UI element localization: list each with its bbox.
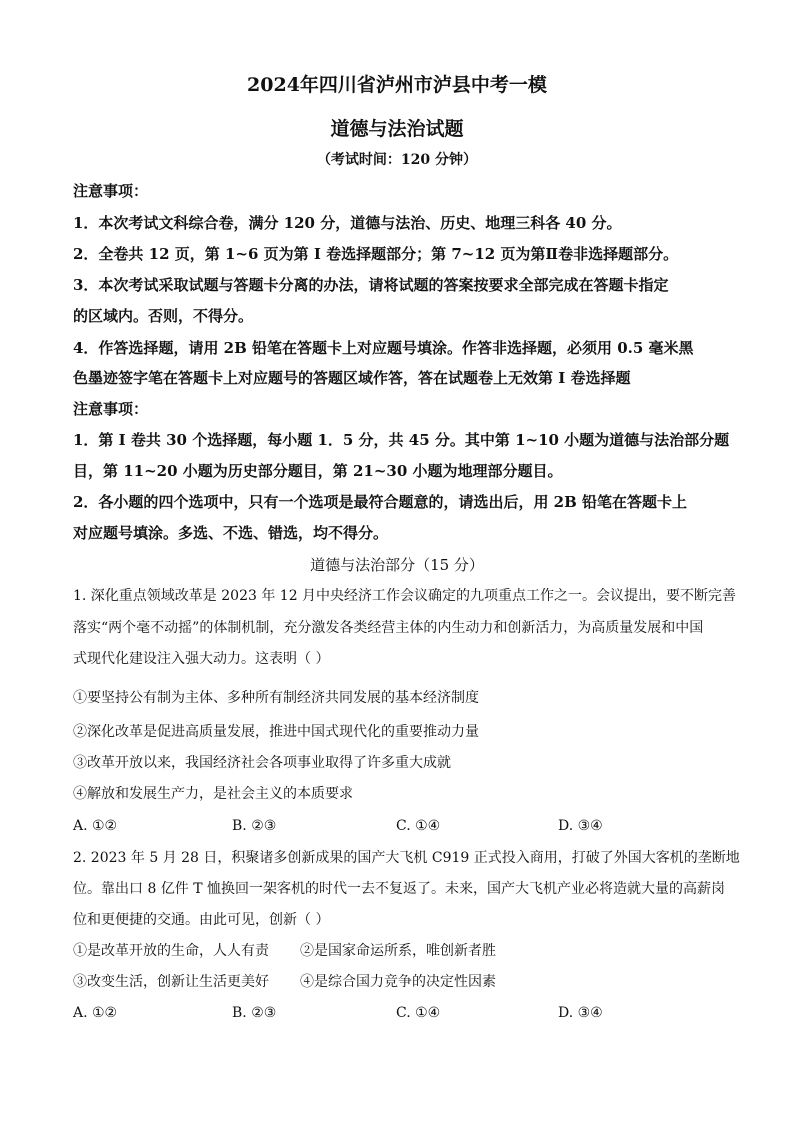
question-2-option-b: B. ②③: [232, 1005, 277, 1021]
question-2-option-d: D. ③④: [558, 1005, 603, 1021]
question-2-option-a: A. ①②: [73, 1005, 118, 1021]
notice-line: 对应题号填涂。多选、不选、错选，均不得分。: [73, 524, 389, 542]
question-1-option-b: B. ②③: [232, 818, 277, 834]
exam-time: （考试时间：120 分钟）: [316, 152, 478, 168]
question-1-stem: 式现代化建设注入强大动力。这表明（ ）: [73, 651, 330, 667]
exam-subtitle: 道德与法治试题: [330, 118, 464, 140]
question-1-option-c: C. ①④: [396, 818, 441, 834]
question-2-option-c: C. ①④: [396, 1005, 441, 1021]
notice-line: 目，第 11~20 小题为历史部分题目，第 21~30 小题为地理部分题目。: [73, 462, 563, 480]
question-1-stem: 1. 深化重点领域改革是 2023 年 12 月中央经济工作会议确定的九项重点工作之一。会议提出，要不断完善: [73, 588, 737, 604]
question-2-stem: 位。靠出口 8 亿件 T 恤换回一架客机的时代一去不复返了。未来，国产大飞机产业必将造就大量的高薪岗: [73, 881, 726, 897]
notice-line: 1．第 I 卷共 30 个选择题，每小题 1．5 分，共 45 分。其中第 1~10 小题为道德与法治部分题: [73, 431, 730, 449]
section-title: 道德与法治部分（15 分）: [310, 556, 484, 574]
question-1-stem: 落实“两个毫不动摇”的体制机制，充分激发各类经营主体的内生动力和创新活力，为高质量发展和中国: [73, 620, 704, 636]
question-2-stem: 2. 2023 年 5 月 28 日，积聚诸多创新成果的国产大飞机 C919 正式投入商用，打破了外国大客机的垄断地: [73, 850, 740, 866]
question-2-statement: ①是改革开放的生命，人人有责: [73, 943, 269, 959]
notice-heading: 注意事项：: [73, 182, 149, 200]
notice-line: 1．本次考试文科综合卷，满分 120 分，道德与法治、历史、地理三科各 40 分。: [73, 214, 622, 232]
question-1-option-a: A. ①②: [73, 818, 118, 834]
question-2-stem: 位和更便捷的交通。由此可见，创新（ ）: [73, 912, 330, 928]
question-2-statement: ③改变生活，创新让生活更美好: [73, 974, 269, 990]
question-1-statement: ④解放和发展生产力，是社会主义的本质要求: [73, 786, 353, 802]
question-1-statement: ①要坚持公有制为主体、多种所有制经济共同发展的基本经济制度: [73, 690, 479, 706]
exam-title: 2024年四川省泸州市泸县中考一模: [247, 74, 547, 96]
question-1-statement: ②深化改革是促进高质量发展，推进中国式现代化的重要推动力量: [73, 724, 479, 740]
notice-line: 的区域内。否则，不得分。: [73, 307, 254, 325]
question-1-option-d: D. ③④: [558, 818, 603, 834]
question-1-statement: ③改革开放以来，我国经济社会各项事业取得了许多重大成就: [73, 755, 451, 771]
question-2-statement: ②是国家命运所系，唯创新者胜: [300, 943, 496, 959]
notice-line: 色墨迹签字笔在答题卡上对应题号的答题区域作答，答在试题卷上无效第 I 卷选择题: [73, 369, 631, 387]
notice-line: 4．作答选择题，请用 2B 铅笔在答题卡上对应题号填涂。作答非选择题，必须用 0.5 毫米黑: [73, 339, 694, 357]
notice-line: 2．各小题的四个选项中，只有一个选项是最符合题意的，请选出后，用 2B 铅笔在答题卡上: [73, 493, 688, 511]
question-2-statement: ④是综合国力竞争的决定性因素: [300, 974, 496, 990]
notice-line: 2．全卷共 12 页，第 1~6 页为第 I 卷选择题部分；第 7~12 页为第Ⅱ卷非选择题部分。: [73, 245, 679, 263]
notice-line: 3．本次考试采取试题与答题卡分离的办法，请将试题的答案按要求全部完成在答题卡指定: [73, 276, 669, 294]
notice-heading: 注意事项：: [73, 400, 149, 418]
